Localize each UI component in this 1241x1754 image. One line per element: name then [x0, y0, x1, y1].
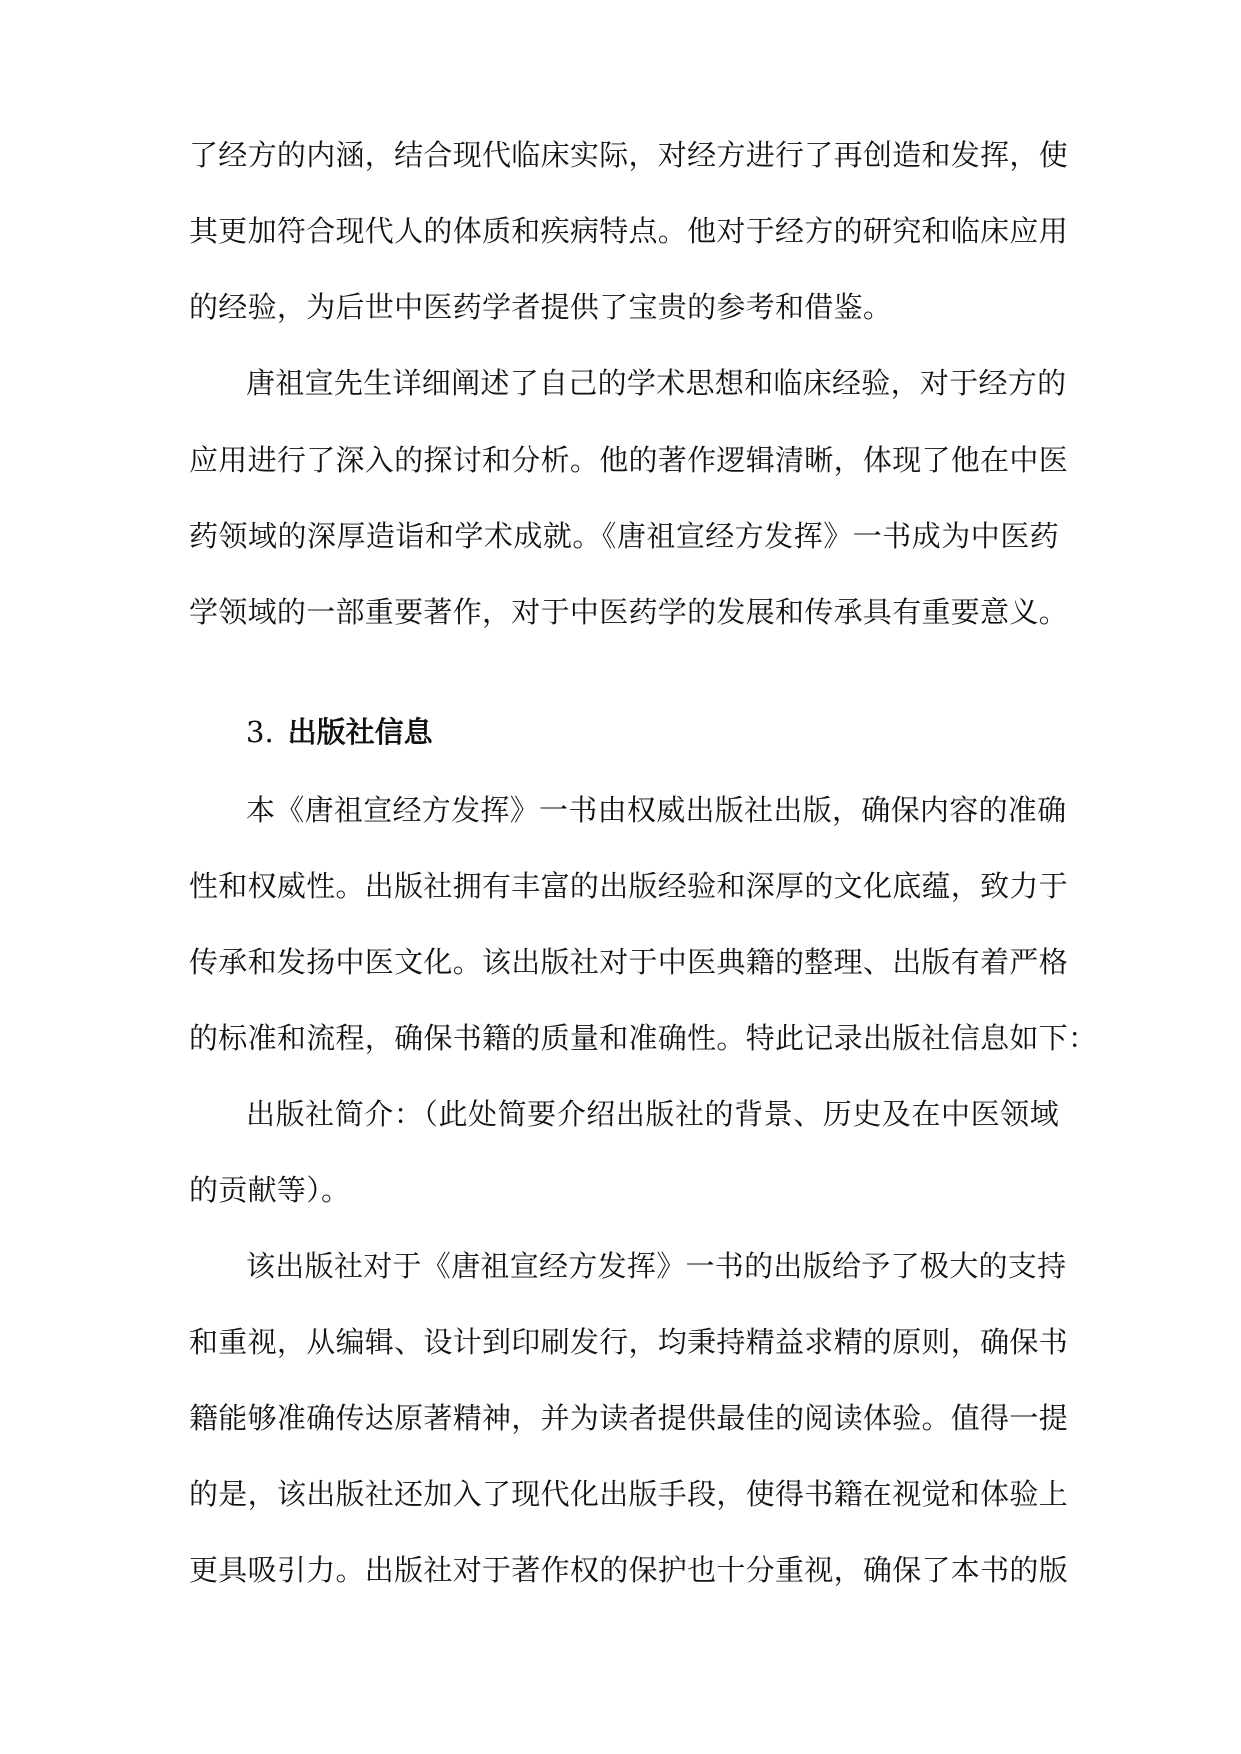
paragraph-2-line-2: 应用进行了深入的探讨和分析。他的著作逻辑清晰，体现了他在中医	[189, 443, 1069, 477]
paragraph-5-line-3: 籍能够准确传达原著精神，并为读者提供最佳的阅读体验。值得一提	[189, 1401, 1069, 1435]
paragraph-5-line-4: 的是，该出版社还加入了现代化出版手段，使得书籍在视觉和体验上	[189, 1477, 1069, 1511]
section-heading	[246, 712, 433, 752]
paragraph-5-line-5: 更具吸引力。出版社对于著作权的保护也十分重视，确保了本书的版	[189, 1553, 1069, 1587]
paragraph-3-line-1: 本《唐祖宣经方发挥》一书由权威出版社出版，确保内容的准确	[246, 793, 1067, 827]
paragraph-1-line-2: 其更加符合现代人的体质和疾病特点。他对于经方的研究和临床应用	[189, 214, 1069, 248]
paragraph-5-line-2: 和重视，从编辑、设计到印刷发行，均秉持精益求精的原则，确保书	[189, 1325, 1069, 1359]
paragraph-4-line-2: 的贡献等）。	[189, 1173, 351, 1207]
section-title: 出版社信息	[287, 715, 433, 749]
section-number: 3.	[246, 715, 274, 749]
paragraph-4-line-1: 出版社简介：（此处简要介绍出版社的背景、历史及在中医领域	[246, 1097, 1059, 1131]
paragraph-5-line-1: 该出版社对于《唐祖宣经方发挥》一书的出版给予了极大的支持	[246, 1249, 1067, 1283]
paragraph-3-line-4: 的标准和流程，确保书籍的质量和准确性。特此记录出版社信息如下：	[189, 1021, 1098, 1055]
paragraph-2-line-4: 学领域的一部重要著作，对于中医药学的发展和传承具有重要意义。	[189, 595, 1069, 629]
paragraph-2-line-1: 唐祖宣先生详细阐述了自己的学术思想和临床经验，对于经方的	[246, 366, 1067, 400]
paragraph-2-line-3: 药领域的深厚造诣和学术成就。《唐祖宣经方发挥》一书成为中医药	[189, 519, 1059, 553]
paragraph-1-line-3: 的经验，为后世中医药学者提供了宝贵的参考和借鉴。	[189, 290, 893, 324]
paragraph-3-line-3: 传承和发扬中医文化。该出版社对于中医典籍的整理、出版有着严格	[189, 945, 1069, 979]
paragraph-1-line-1: 了经方的内涵，结合现代临床实际，对经方进行了再创造和发挥，使	[189, 138, 1069, 172]
paragraph-3-line-2: 性和权威性。出版社拥有丰富的出版经验和深厚的文化底蕴，致力于	[189, 869, 1069, 903]
